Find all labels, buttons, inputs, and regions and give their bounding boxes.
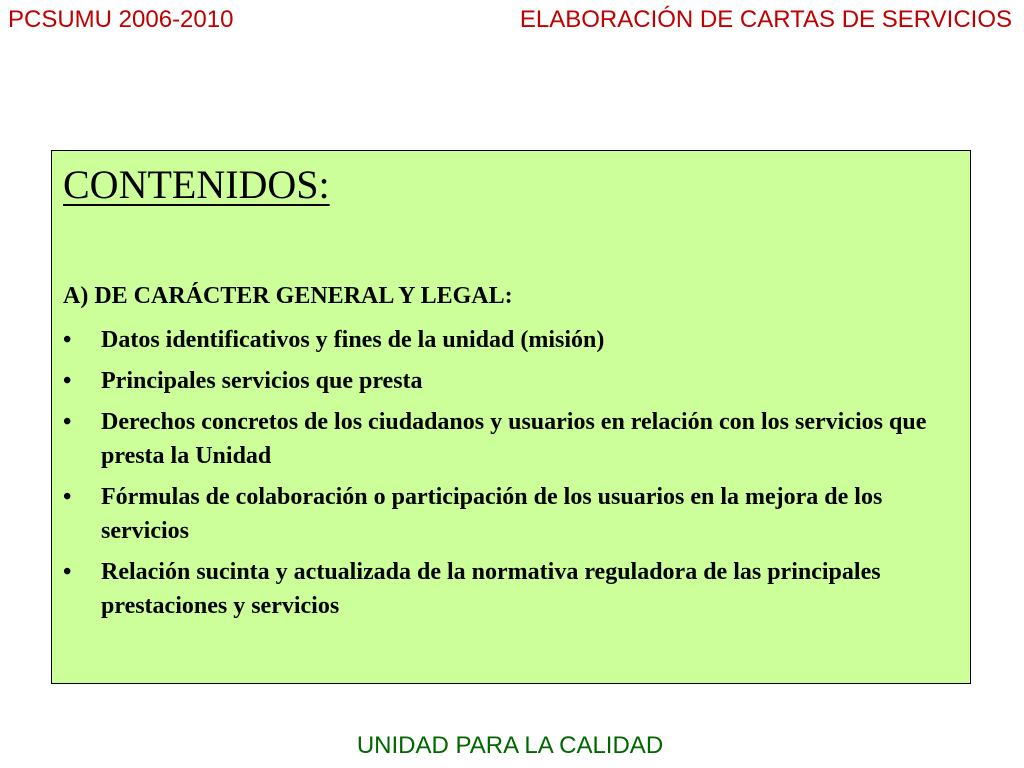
bullet-icon: •: [63, 484, 72, 510]
contents-title: CONTENIDOS:: [63, 162, 330, 207]
list-item: [63, 555, 958, 623]
bullet-icon: •: [63, 327, 72, 353]
footer-label: UNIDAD PARA LA CALIDAD: [356, 732, 664, 759]
list-item-text: Datos identificativos y fines de la unidad (misión): [101, 327, 605, 353]
list-item: [63, 364, 958, 398]
bullet-icon: •: [63, 368, 72, 394]
list-item-text: Fórmulas de colaboración o participación de los usuarios en la mejora de los servicios: [101, 484, 883, 544]
header-program-label: PCSUMU 2006-2010: [8, 6, 234, 33]
footer: [0, 732, 1024, 760]
list-item-text: Relación sucinta y actualizada de la normativa reguladora de las principales prestaciones y servicios: [101, 559, 881, 619]
list-item: [63, 323, 958, 357]
section-heading: A) DE CARÁCTER GENERAL Y LEGAL:: [63, 283, 513, 309]
list-item: [63, 480, 958, 548]
list-item-text: Principales servicios que presta: [101, 368, 423, 394]
contents-list: [63, 323, 958, 630]
list-item: [63, 405, 958, 473]
contents-box: [51, 150, 971, 684]
list-item-text: Derechos concretos de los ciudadanos y usuarios en relación con los servicios que presta la Unidad: [101, 409, 927, 469]
bullet-icon: •: [63, 559, 72, 585]
bullet-icon: •: [63, 409, 72, 435]
header-topic-label: ELABORACIÓN DE CARTAS DE SERVICIOS: [519, 6, 1012, 33]
